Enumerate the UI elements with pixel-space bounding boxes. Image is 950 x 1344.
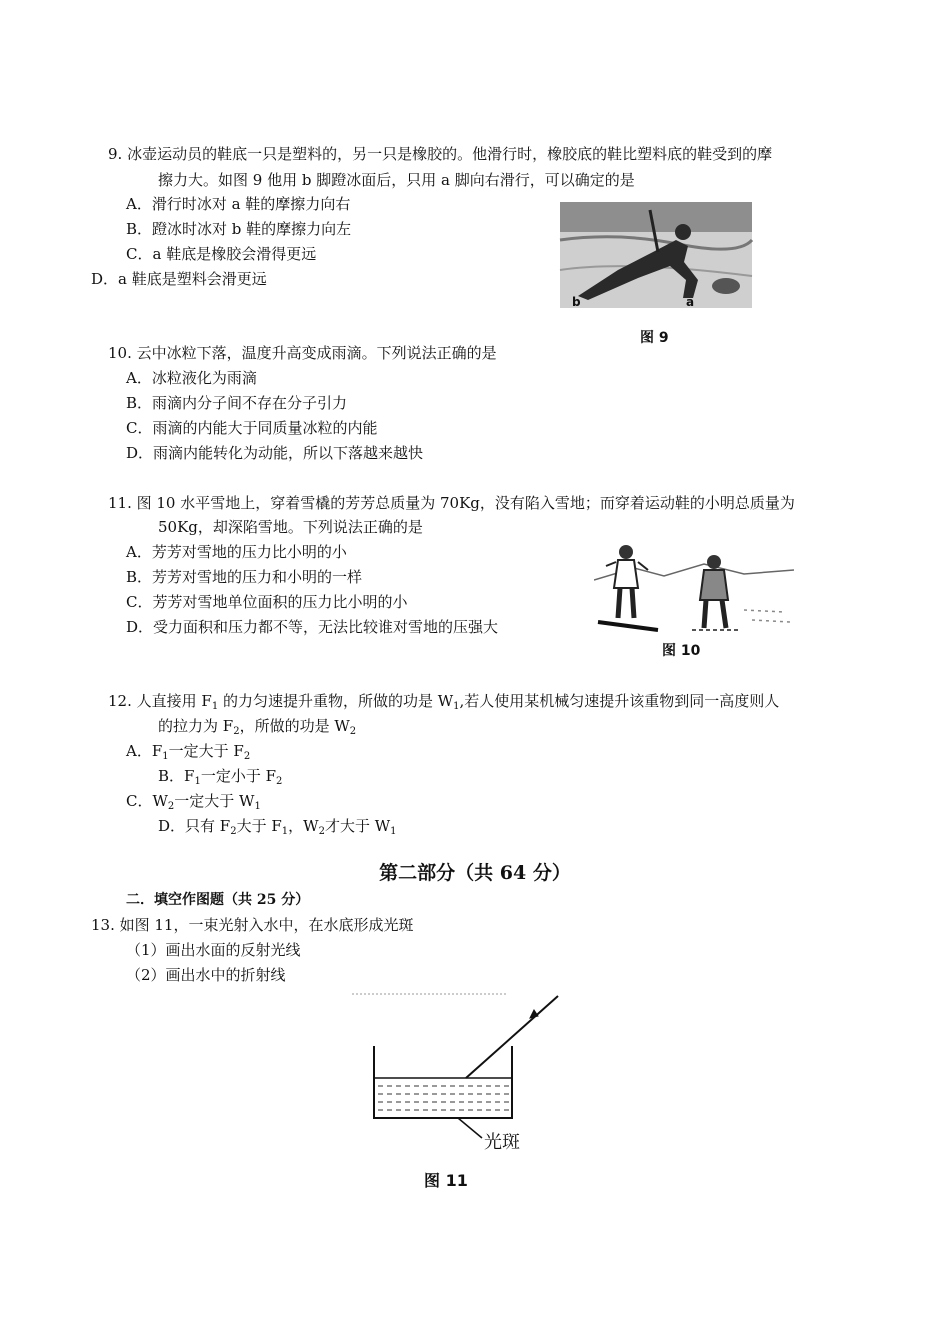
q12-stem-text-b: 的力匀速提升重物，所做的功是 W <box>218 692 454 710</box>
q12-opt-d-text: D．只有 F <box>158 817 231 835</box>
q12-opt-d-text3: ，W <box>288 817 319 835</box>
q12-opt-b-text2: 一定小于 F <box>200 767 276 785</box>
q13-sub-2: （2）画出水中的折射线 <box>126 966 286 984</box>
q12-opt-d-text2: 大于 F <box>236 817 282 835</box>
q12-opt-d-sub: 2 <box>230 826 237 837</box>
q12-opt-c-text: C．W <box>126 792 168 810</box>
q13-sub-1: （1）画出水面的反射光线 <box>126 941 301 959</box>
q12-opt-a-sub2: 2 <box>243 751 251 762</box>
figure-9-label-b: b <box>572 295 581 309</box>
figure-11-caption: 图 11 <box>424 1171 468 1190</box>
q12-stem-sub-b: 1 <box>453 701 460 712</box>
q9-option-d: D．a 鞋底是塑料会滑更远 <box>91 270 267 288</box>
q12-opt-d-text4: 才大于 W <box>324 817 391 835</box>
q9-option-a: A．滑行时冰对 a 鞋的摩擦力向右 <box>126 195 351 213</box>
q10-stem: 10. 云中冰粒下落，温度升高变成雨滴。下列说法正确的是 <box>108 344 497 362</box>
q12-stem-text-a: 12. 人直接用 F <box>108 692 212 710</box>
q13-stem: 13. 如图 11，一束光射入水中，在水底形成光斑 <box>91 916 414 934</box>
q12-opt-b-sub2: 2 <box>276 776 283 787</box>
q11-option-a: A．芳芳对雪地的压力比小明的小 <box>126 543 347 561</box>
q12-option-c <box>126 791 261 811</box>
figure-10-snow-illustration <box>594 540 794 640</box>
q12-opt-a-text2: 一定大于 F <box>168 742 244 760</box>
q11-stem-line1: 11. 图 10 水平雪地上，穿着雪橇的芳芳总质量为 70Kg，没有陷入雪地；而穿着运动鞋的小明总质量为 <box>108 494 795 512</box>
q12-stem-text-c: ,若人使用某机械匀速提升该重物到同一高度则人 <box>459 692 780 710</box>
q9-stem-line1: 9. 冰壶运动员的鞋底一只是塑料的，另一只是橡胶的。他滑行时，橡胶底的鞋比塑料底的鞋受到的摩 <box>108 145 773 163</box>
q12-opt-c-text2: 一定大于 W <box>174 792 255 810</box>
q12-option-a <box>126 741 250 761</box>
figure-11-spot-label: 光斑 <box>484 1132 520 1153</box>
q10-option-d: D．雨滴内能转化为动能，所以下落越来越快 <box>126 444 424 462</box>
q12-stem-sub-c: 2 <box>233 726 240 737</box>
q11-option-c: C．芳芳对雪地单位面积的压力比小明的小 <box>126 593 408 611</box>
q12-stem-text-e: ，所做的功是 W <box>239 717 350 735</box>
q12-opt-c-sub2: 1 <box>254 801 261 812</box>
q12-opt-b-sub: 1 <box>194 776 201 787</box>
q9-option-b: B．蹬冰时冰对 b 鞋的摩擦力向左 <box>126 220 352 238</box>
figure-10-caption: 图 10 <box>662 643 701 659</box>
q10-option-c: C．雨滴的内能大于同质量冰粒的内能 <box>126 419 378 437</box>
q12-opt-c-sub: 2 <box>167 801 175 812</box>
q9-stem-line2: 擦力大。如图 9 他用 b 脚蹬冰面后，只用 a 脚向右滑行，可以确定的是 <box>158 171 635 189</box>
q12-stem-line1 <box>108 691 779 711</box>
q12-opt-a-text: A．F <box>126 742 163 760</box>
q11-option-d: D．受力面积和压力都不等，无法比较谁对雪地的压强大 <box>126 618 499 636</box>
q12-stem-sub-a: 1 <box>211 701 219 712</box>
q9-option-c: C．a 鞋底是橡胶会滑得更远 <box>126 245 317 263</box>
figure-11-water-container <box>350 988 570 1198</box>
q11-stem-line2: 50Kg，却深陷雪地。下列说法正确的是 <box>158 518 423 536</box>
q12-opt-a-sub: 1 <box>162 751 169 762</box>
section-fill-in-heading: 二．填空作图题（共 25 分） <box>126 892 310 908</box>
q12-opt-d-sub4: 1 <box>390 826 397 837</box>
q12-stem-text-d: 的拉力为 F <box>158 717 234 735</box>
part-two-title: 第二部分（共 64 分） <box>379 862 571 884</box>
q12-opt-d-sub3: 2 <box>318 826 325 837</box>
q10-option-a: A．冰粒液化为雨滴 <box>126 369 257 387</box>
q12-stem-sub-d: 2 <box>349 726 357 737</box>
q11-option-b: B．芳芳对雪地的压力和小明的一样 <box>126 568 363 586</box>
q12-option-b <box>158 766 282 786</box>
figure-9-curling-photo <box>558 200 754 310</box>
figure-9-caption: 图 9 <box>640 330 669 346</box>
q12-option-d <box>158 816 397 836</box>
q12-stem-line2 <box>158 716 356 736</box>
q12-opt-d-sub2: 1 <box>281 826 289 837</box>
q12-opt-b-text: B．F <box>158 767 195 785</box>
q10-option-b: B．雨滴内分子间不存在分子引力 <box>126 394 348 412</box>
figure-9-label-a: a <box>686 295 695 309</box>
